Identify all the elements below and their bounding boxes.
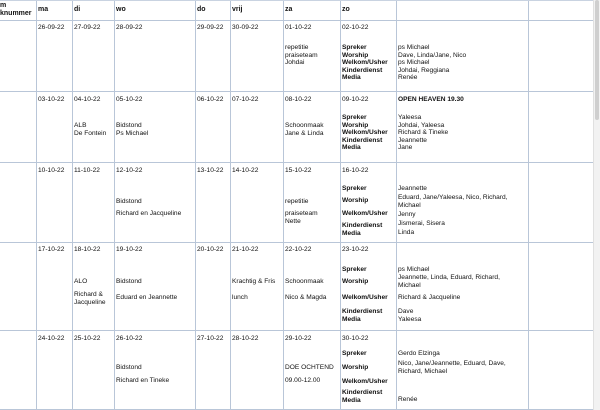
role: Welkom/Usher: [342, 294, 388, 301]
name: Michael: [398, 202, 421, 209]
wo-note: Richard en Jacqueline: [116, 210, 182, 217]
wo-note: Bidstond: [116, 198, 142, 205]
role: Worship: [342, 197, 369, 204]
header-di: di: [74, 6, 81, 13]
za-note: Nico & Magda: [285, 294, 327, 301]
wo-notes: Bidstond Ps Michael: [116, 122, 149, 137]
date-ma: 17-10-22: [38, 246, 65, 253]
name: Jeannette, Linda, Eduard, Richard,: [398, 274, 500, 281]
date-za: 15-10-22: [285, 167, 312, 174]
date-zo: 16-10-22: [342, 167, 369, 174]
vrij-note: lunch: [232, 294, 248, 301]
role: Media: [342, 316, 361, 323]
date-wo: 05-10-22: [116, 96, 143, 103]
header-vrij: vrij: [232, 6, 243, 13]
role: Spreker: [342, 350, 367, 357]
header-za: za: [285, 6, 293, 13]
name: Dave: [398, 308, 414, 315]
name: Michael: [398, 282, 421, 289]
za-note: repetitie: [285, 198, 309, 205]
date-vrij: 30-09-22: [232, 24, 259, 31]
di-notes: ALB De Fontein: [74, 122, 107, 137]
za-note: Nette: [285, 218, 301, 225]
date-wo: 19-10-22: [116, 246, 143, 253]
name: Richard, Michael: [398, 368, 448, 375]
role: Spreker: [342, 266, 367, 273]
date-do: 20-10-22: [197, 246, 224, 253]
date-do: 13-10-22: [197, 167, 224, 174]
role: Spreker: [342, 185, 367, 192]
date-ma: 10-10-22: [38, 167, 65, 174]
role: Kinderdienst: [342, 389, 383, 396]
di-note: Jacqueline: [74, 299, 106, 306]
role: Welkom/Usher: [342, 210, 388, 217]
wo-note: Richard en Tineke: [116, 377, 170, 384]
date-vrij: 28-10-22: [232, 335, 259, 342]
date-do: 29-09-22: [197, 24, 224, 31]
role: Media: [342, 230, 361, 237]
service-names: Yaleesa Johdai, Yaleesa Richard & Tineke Jeannette Jane: [398, 114, 449, 152]
date-di: 18-10-22: [74, 246, 101, 253]
name: Renée: [398, 396, 418, 403]
date-di: 04-10-22: [74, 96, 101, 103]
role: Worship: [342, 364, 369, 371]
scrollbar-thumb[interactable]: [595, 0, 599, 120]
za-note: Schoonmaak: [285, 278, 324, 285]
role: Kinderdienst: [342, 222, 383, 229]
header-weeknumber: m knummer: [0, 2, 32, 17]
date-za: 08-10-22: [285, 96, 312, 103]
zo-event-title: OPEN HEAVEN 19.30: [398, 96, 464, 103]
date-vrij: 21-10-22: [232, 246, 259, 253]
name: Linda: [398, 229, 415, 236]
date-zo: 09-10-22: [342, 96, 369, 103]
role: Worship: [342, 278, 369, 285]
date-di: 25-10-22: [74, 335, 101, 342]
service-roles: Spreker Worship Welkom/Usher Kinderdienst Media: [342, 114, 388, 152]
role: Media: [342, 397, 361, 404]
date-za: 01-10-22: [285, 24, 312, 31]
name: Jeannette: [398, 185, 427, 192]
di-note: Richard &: [74, 291, 103, 298]
name: Richard & Jacqueline: [398, 294, 461, 301]
date-di: 11-10-22: [74, 167, 100, 174]
date-wo: 26-10-22: [116, 335, 143, 342]
date-di: 27-09-22: [74, 24, 101, 31]
name: Gerdo Elzinga: [398, 350, 440, 357]
name: Yaleesa: [398, 316, 422, 323]
date-za: 29-10-22: [285, 335, 312, 342]
date-ma: 26-09-22: [38, 24, 65, 31]
date-vrij: 14-10-22: [232, 167, 259, 174]
date-za: 22-10-22: [285, 246, 312, 253]
role: Kinderdienst: [342, 308, 383, 315]
date-vrij: 07-10-22: [232, 96, 259, 103]
name: Eduard, Jane/Yaleesa, Nico, Richard,: [398, 194, 508, 201]
service-roles: Spreker Worship Welkom/Usher Kinderdienst Media: [342, 44, 388, 82]
date-do: 06-10-22: [197, 96, 224, 103]
name: Jenny: [398, 211, 416, 218]
za-note: praiseteam: [285, 210, 318, 217]
role: Welkom/Usher: [342, 378, 388, 385]
date-zo: 02-10-22: [342, 24, 369, 31]
za-note: DOE OCHTEND: [285, 364, 334, 371]
vrij-note: Krachtig & Fris: [232, 278, 276, 285]
name: Jismerai, Sisera: [398, 220, 445, 227]
date-wo: 12-10-22: [116, 167, 143, 174]
wo-note: Bidstond: [116, 364, 142, 371]
wo-note: Bidstond: [116, 278, 142, 285]
date-do: 27-10-22: [197, 335, 224, 342]
date-zo: 23-10-22: [342, 246, 369, 253]
name: ps Michael: [398, 266, 430, 273]
di-note: ALO: [74, 278, 88, 285]
date-wo: 28-09-22: [116, 24, 143, 31]
date-ma: 24-10-22: [38, 335, 65, 342]
header-do: do: [197, 6, 206, 13]
header-wo: wo: [116, 6, 126, 13]
date-zo: 30-10-22: [342, 335, 369, 342]
name: Nico, Jane/Jeannette, Eduard, Dave,: [398, 360, 506, 367]
wo-note: Eduard en Jeannette: [116, 294, 178, 301]
header-ma: ma: [38, 6, 49, 13]
za-notes: repetitie praiseteam Johdai: [285, 44, 318, 67]
za-note: 09.00-12.00: [285, 377, 321, 384]
service-names: ps Michael Dave, Linda/Jane, Nico ps Michael Johdai, Reggiana Renée: [398, 44, 467, 82]
header-zo: zo: [342, 6, 350, 13]
vertical-scrollbar[interactable]: [593, 0, 600, 410]
za-notes: Schoonmaak Jane & Linda: [285, 122, 324, 137]
date-ma: 03-10-22: [38, 96, 65, 103]
